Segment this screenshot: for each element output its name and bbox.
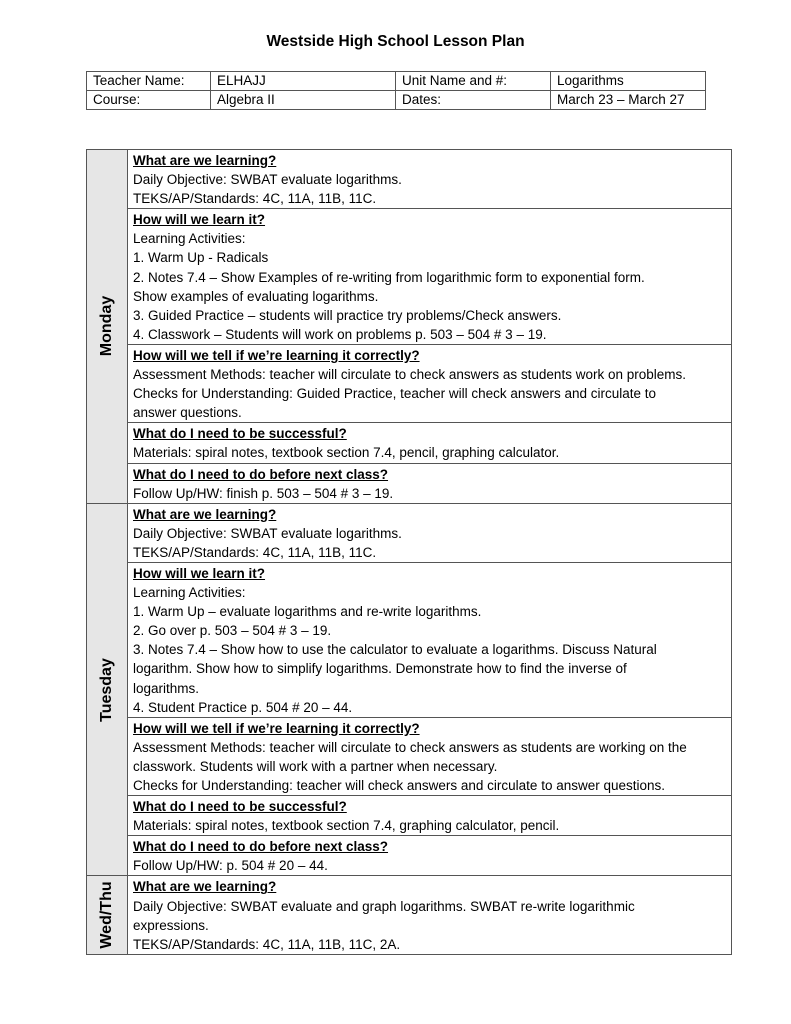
section-heading: What are we learning? bbox=[133, 153, 277, 168]
monday-successful bbox=[128, 423, 732, 463]
activity-line: logarithm. Show how to simplify logarithms. Demonstrate how to find the inverse of bbox=[133, 661, 627, 677]
section-heading: What do I need to be successful? bbox=[133, 799, 347, 815]
standards: TEKS/AP/Standards: 4C, 11A, 11B, 11C, 2A. bbox=[133, 936, 401, 952]
standards: TEKS/AP/Standards: 4C, 11A, 11B, 11C. bbox=[133, 191, 377, 207]
assessment-line: Checks for Understanding: Guided Practice, teacher will check answers and circulate to bbox=[133, 386, 656, 402]
activity-line: 2. Notes 7.4 – Show Examples of re-writing from logarithmic form to exponential form. bbox=[133, 269, 645, 285]
course-value: Algebra II bbox=[211, 91, 396, 110]
monday-tell-row bbox=[87, 344, 732, 422]
tuesday-tell-row bbox=[87, 717, 732, 795]
activity-line: 1. Warm Up - Radicals bbox=[133, 250, 269, 266]
standards: TEKS/AP/Standards: 4C, 11A, 11B, 11C. bbox=[133, 544, 377, 560]
tuesday-successful bbox=[128, 796, 732, 836]
info-row-teacher-unit bbox=[87, 72, 706, 91]
tuesday-what-learning bbox=[128, 503, 732, 562]
materials-line: Materials: spiral notes, textbook section 7.4, graphing calculator, pencil. bbox=[133, 818, 560, 834]
tuesday-how-row bbox=[87, 562, 732, 717]
activity-line: 2. Go over p. 503 – 504 # 3 – 19. bbox=[133, 623, 332, 639]
tuesday-success-row bbox=[87, 796, 732, 836]
monday-next-row bbox=[87, 463, 732, 503]
homework-line: Follow Up/HW: p. 504 # 20 – 44. bbox=[133, 858, 328, 874]
monday-how-learn bbox=[128, 209, 732, 345]
section-heading: What do I need to be successful? bbox=[133, 426, 347, 442]
monday-what-learning bbox=[128, 150, 732, 209]
monday-next-class bbox=[128, 463, 732, 503]
assessment-line: Assessment Methods: teacher will circulate to check answers as students work on problems. bbox=[133, 367, 686, 383]
activity-line: Show examples of evaluating logarithms. bbox=[133, 288, 379, 304]
section-heading: What do I need to do before next class? bbox=[133, 466, 389, 482]
wedthu-learning-row bbox=[87, 876, 732, 954]
tuesday-how-learn bbox=[128, 562, 732, 717]
dates-label: Dates: bbox=[396, 91, 551, 110]
assessment-line: answer questions. bbox=[133, 405, 242, 421]
activity-line: 3. Notes 7.4 – Show how to use the calculator to evaluate a logarithms. Discuss Natural bbox=[133, 642, 657, 658]
tuesday-learning-row bbox=[87, 503, 732, 562]
activities-intro: Learning Activities: bbox=[133, 231, 246, 247]
unit-name-value: Logarithms bbox=[551, 72, 706, 91]
day-cell-tuesday bbox=[87, 503, 128, 876]
activity-line: 1. Warm Up – evaluate logarithms and re-write logarithms. bbox=[133, 604, 482, 620]
assessment-line: classwork. Students will work with a partner when necessary. bbox=[133, 758, 498, 774]
tuesday-next-class bbox=[128, 836, 732, 876]
section-heading: How will we learn it? bbox=[133, 565, 266, 581]
materials-line: Materials: spiral notes, textbook section 7.4, pencil, graphing calculator. bbox=[133, 445, 560, 461]
lesson-info-table bbox=[86, 71, 706, 110]
section-heading: How will we tell if we’re learning it correctly? bbox=[133, 347, 420, 363]
assessment-line: Assessment Methods: teacher will circulate to check answers as students are working on the bbox=[133, 739, 687, 755]
lesson-plan-table bbox=[86, 149, 732, 955]
day-label-tuesday: Tuesday bbox=[98, 657, 115, 722]
daily-objective: Daily Objective: SWBAT evaluate and graph logarithms. SWBAT re-write logarithmic bbox=[133, 898, 635, 914]
activity-line: 3. Guided Practice – students will practice try problems/Check answers. bbox=[133, 307, 562, 323]
monday-learning-row bbox=[87, 150, 732, 209]
day-label-monday: Monday bbox=[98, 296, 115, 357]
activities-intro: Learning Activities: bbox=[133, 585, 246, 601]
homework-line: Follow Up/HW: finish p. 503 – 504 # 3 – 19. bbox=[133, 485, 394, 501]
assessment-line: Checks for Understanding: teacher will check answers and circulate to answer questions. bbox=[133, 778, 666, 793]
day-cell-wedthu bbox=[87, 876, 128, 954]
activity-line: logarithms. bbox=[133, 680, 200, 696]
section-heading: What are we learning? bbox=[133, 879, 277, 895]
monday-success-row bbox=[87, 423, 732, 463]
daily-objective-continued: expressions. bbox=[133, 917, 209, 933]
wedthu-what-learning bbox=[128, 876, 732, 954]
section-heading: How will we learn it? bbox=[133, 212, 266, 228]
monday-how-tell bbox=[128, 344, 732, 422]
unit-name-label: Unit Name and #: bbox=[396, 72, 551, 91]
section-heading: How will we tell if we’re learning it correctly? bbox=[133, 720, 420, 736]
page-title: Westside High School Lesson Plan bbox=[266, 33, 525, 50]
tuesday-next-row bbox=[87, 836, 732, 876]
section-heading: What do I need to do before next class? bbox=[133, 839, 389, 855]
info-row-course-dates bbox=[87, 91, 706, 110]
section-heading: What are we learning? bbox=[133, 506, 277, 522]
teacher-name-label: Teacher Name: bbox=[87, 72, 211, 91]
day-label-wedthu: Wed/Thu bbox=[98, 881, 115, 949]
day-cell-monday bbox=[87, 150, 128, 504]
monday-how-row bbox=[87, 209, 732, 345]
tuesday-how-tell bbox=[128, 717, 732, 795]
daily-objective: Daily Objective: SWBAT evaluate logarithms. bbox=[133, 525, 402, 541]
dates-value: March 23 – March 27 bbox=[551, 91, 706, 110]
activity-line: 4. Student Practice p. 504 # 20 – 44. bbox=[133, 699, 353, 715]
activity-line: 4. Classwork – Students will work on problems p. 503 – 504 # 3 – 19. bbox=[133, 326, 547, 342]
daily-objective: Daily Objective: SWBAT evaluate logarithms. bbox=[133, 172, 402, 188]
course-label: Course: bbox=[87, 91, 211, 110]
teacher-name-value: ELHAJJ bbox=[211, 72, 396, 91]
